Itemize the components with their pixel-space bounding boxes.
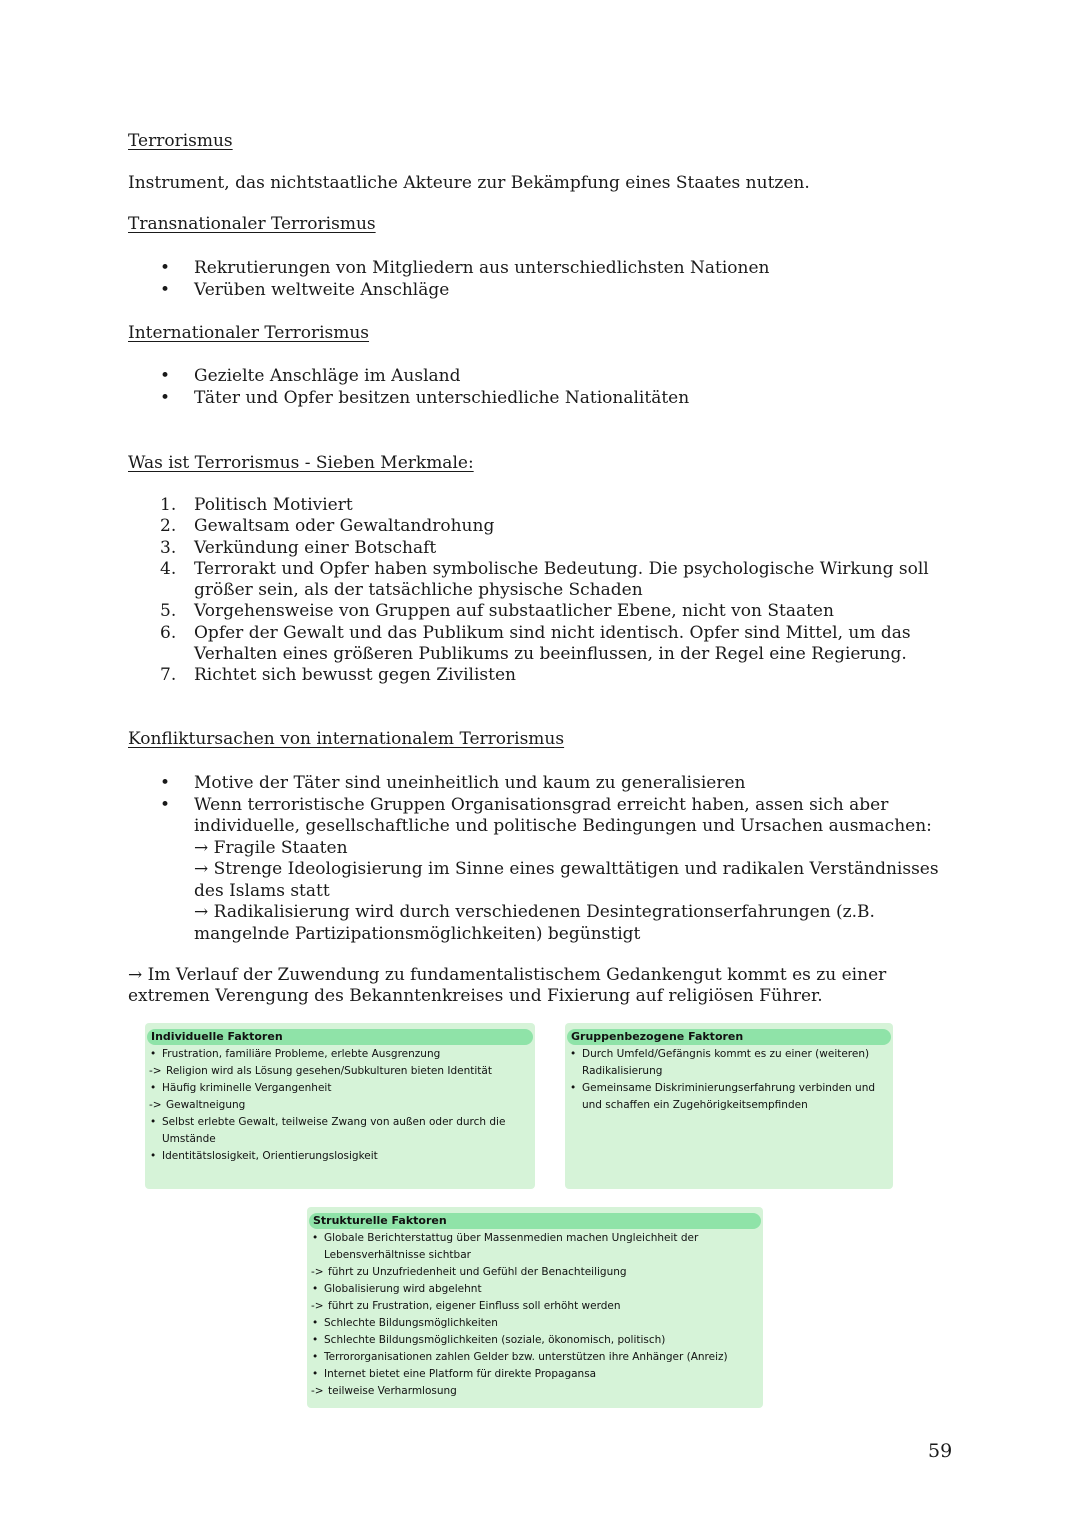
item-text: Verkündung einer Botschaft [194,537,437,558]
box-item: • Schlechte Bildungsmöglichkeiten [312,1317,498,1329]
box-title: Strukturelle Faktoren [309,1213,761,1229]
conclusion-text: → Im Verlauf der Zuwendung zu fundamentalistischem Gedankengut kommt es zu einer extremen Verengung des Bekanntenkreises und Fixierung auf religiösen Führer. [128,965,887,1006]
box-item: • Terrororganisationen zahlen Gelder bzw. unterstützen ihre Anhänger (Anreiz) [312,1351,728,1363]
konflikt-list [128,773,954,945]
item-text: Terrorakt und Opfer haben symbolische Bedeutung. Die psychologische Wirkung soll größer sein, als der tatsächliche physische Schaden [194,558,929,601]
heading-merkmale: Was ist Terrorismus - Sieben Merkmale: [128,453,474,473]
box-title: Gruppenbezogene Faktoren [567,1029,891,1045]
merkmale-list [128,495,952,687]
box-item: -> Gewaltneigung [149,1099,246,1111]
heading-konflikt: Konfliktursachen von internationalem Terrorismus [128,729,565,749]
international-list [128,366,968,409]
page-number: 59 [928,1440,953,1462]
list-item [128,623,952,666]
list-item [128,601,952,622]
box-item: • Globalisierung wird abgelehnt [312,1283,482,1295]
item-number: 7. [160,665,177,686]
item-number: 6. [160,622,177,643]
heading-transnational: Transnationaler Terrorismus [128,214,376,234]
box-item: • Identitätslosigkeit, Orientierungslosigkeit [150,1150,378,1162]
box-item: -> führt zu Frustration, eigener Einfluss soll erhöht werden [311,1300,621,1312]
box-individual-factors [145,1023,535,1189]
sub-item: → Fragile Staaten [194,837,348,858]
heading-terrorismus: Terrorismus [128,131,233,151]
list-item: • Täter und Opfer besitzen unterschiedliche Nationalitäten [128,388,968,410]
list-item: • Motive der Täter sind uneinheitlich und kaum zu generalisieren [128,773,954,795]
item-number: 4. [160,558,177,579]
definition-terrorismus: Instrument, das nichtstaatliche Akteure zur Bekämpfung eines Staates nutzen. [128,173,810,193]
box-item: -> teilweise Verharmlosung [311,1385,457,1397]
list-item: • Rekrutierungen von Mitgliedern aus unterschiedlichsten Nationen [128,258,968,280]
box-title: Individuelle Faktoren [147,1029,533,1045]
item-text: Gewaltsam oder Gewaltandrohung [194,516,495,537]
list-item: • Gezielte Anschläge im Ausland [128,366,968,388]
box-item: -> Religion wird als Lösung gesehen/Subkulturen bieten Identität [149,1065,492,1077]
box-item: • Schlechte Bildungsmöglichkeiten (soziale, ökonomisch, politisch) [312,1334,666,1346]
item-text: Vorgehensweise von Gruppen auf substaatlicher Ebene, nicht von Staaten [194,601,834,622]
list-item [128,495,952,516]
item-text: Richtet sich bewusst gegen Zivilisten [194,665,516,686]
item-text: Politisch Motiviert [194,495,353,515]
list-item [128,559,952,602]
box-item: • Globale Berichterstattug über Massenmedien machen Ungleichheit der Lebensverhältnisse sichtbar [312,1232,699,1261]
sub-item: → Radikalisierung wird durch verschiedenen Desintegrationserfahrungen (z.B. mangelnde Partizipationsmöglichkeiten) begünstigt [194,902,875,944]
box-item: • Häufig kriminelle Vergangenheit [150,1082,332,1094]
list-item [128,665,952,686]
item-number: 2. [160,516,177,537]
box-item: • Gemeinsame Diskriminierungserfahrung verbinden und und schaffen ein Zugehörigkeitsempfinden [570,1082,876,1111]
item-number: 1. [160,495,177,515]
box-item: -> führt zu Unzufriedenheit und Gefühl der Benachteiligung [311,1266,627,1278]
transnational-list [128,258,968,301]
box-item: • Selbst erlebte Gewalt, teilweise Zwang von außen oder durch die Umstände [150,1116,506,1145]
list-item [128,516,952,537]
box-structural-factors [307,1207,763,1408]
list-item: • Verüben weltweite Anschläge [128,280,968,302]
box-item: • Frustration, familiäre Probleme, erlebte Ausgrenzung [150,1048,441,1060]
item-text: Wenn terroristische Gruppen Organisationsgrad erreicht haben, assen sich aber individuelle, gesellschaftliche und politische Bedingungen und Ursachen ausmachen: [194,794,932,836]
list-item [128,538,952,559]
item-text: Opfer der Gewalt und das Publikum sind nicht identisch. Opfer sind Mittel, um das Verhalten eines größeren Publikums zu beeinflussen, in der Regel eine Regierung. [194,622,911,665]
box-item: • Durch Umfeld/Gefängnis kommt es zu einer (weiteren) Radikalisierung [570,1048,870,1077]
box-item: • Internet bietet eine Platform für direkte Propagansa [312,1368,597,1380]
sub-item: → Strenge Ideologisierung im Sinne eines gewalttätigen und radikalen Verständnisses des Islams statt [194,859,939,901]
heading-international: Internationaler Terrorismus [128,323,370,343]
box-group-factors [565,1023,893,1189]
item-number: 3. [160,537,177,558]
item-number: 5. [160,601,177,622]
list-item [128,795,954,946]
